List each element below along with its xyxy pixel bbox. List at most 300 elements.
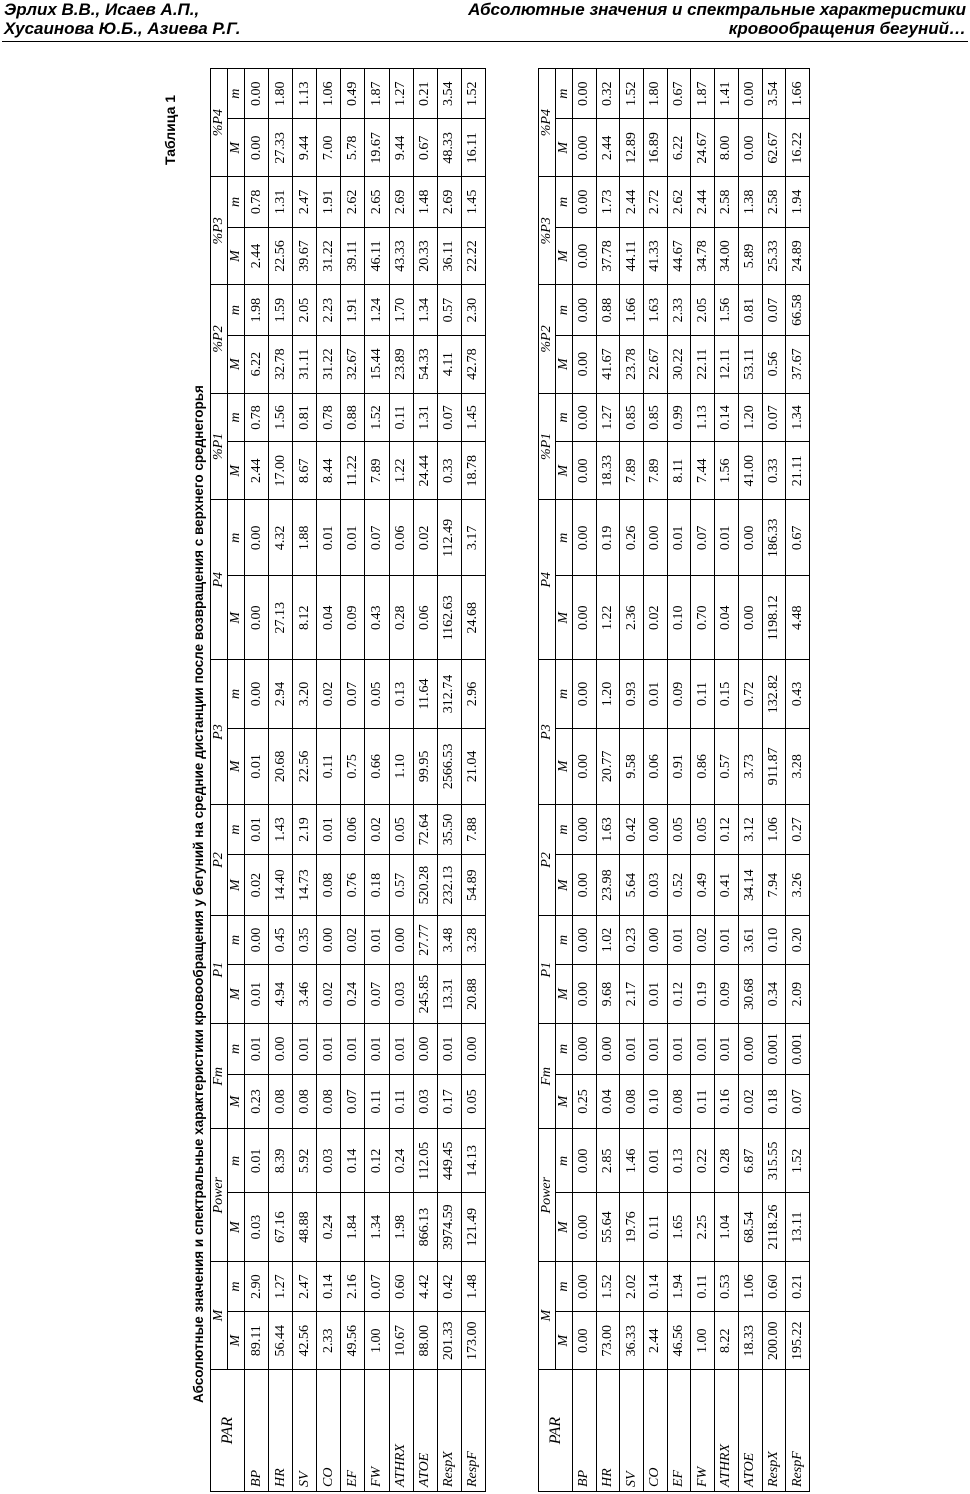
table-cell: 0.00: [573, 916, 597, 965]
col-header-par: PAR: [211, 1370, 245, 1492]
table-cell: 0.00: [573, 335, 597, 393]
table-cell: 0.21: [786, 1261, 810, 1311]
table-cell: 56.44: [269, 1312, 293, 1370]
table-cell: 0.49: [691, 855, 715, 916]
table-cell: 0.00: [245, 916, 269, 965]
table-cell: 2.96: [461, 660, 485, 729]
table-cell: 0.76: [341, 855, 365, 916]
col-sub-header: M: [556, 1312, 573, 1370]
table-cell: 0.01: [644, 964, 668, 1023]
table-cell: 0.00: [573, 1193, 597, 1262]
table-row: [365, 69, 389, 1492]
table-cell: 0.00: [245, 576, 269, 660]
table-row: [269, 69, 293, 1492]
table-cell: 0.13: [667, 1129, 691, 1193]
table-cell: 0.93: [620, 660, 644, 729]
table-cell: 0.00: [317, 916, 341, 965]
table-cell: 20.68: [269, 728, 293, 804]
table-cell: 112.05: [413, 1129, 437, 1193]
table-cell: 0.11: [317, 728, 341, 804]
table-cell: 0.05: [691, 804, 715, 854]
table-cell: 0.02: [341, 916, 365, 965]
table-cell: 0.00: [573, 855, 597, 916]
table-cell: 132.82: [762, 660, 786, 729]
table-cell: 0.07: [691, 500, 715, 576]
table-cell: 1.13: [691, 393, 715, 442]
table-cell: 0.08: [317, 855, 341, 916]
table-cell: 16.89: [644, 119, 668, 177]
table-cell: 1.43: [269, 804, 293, 854]
col-sub-header: M: [228, 119, 245, 177]
table-cell: 1.20: [738, 393, 762, 442]
col-group-header: %P3: [211, 177, 228, 285]
table-cell: 0.00: [573, 285, 597, 335]
table-cell: 0.43: [786, 660, 810, 729]
col-group-header: P3: [539, 660, 556, 805]
table-cell: 1.66: [620, 285, 644, 335]
table-cell: 0.00: [269, 1024, 293, 1074]
table-cell: 0.00: [461, 1024, 485, 1074]
running-title-line-2: кровообращения бегуний…: [728, 19, 966, 38]
table-cell: 1.00: [691, 1312, 715, 1370]
table-cell: 23.98: [596, 855, 620, 916]
table-cell: 2.44: [245, 442, 269, 500]
table-cell: 0.01: [365, 916, 389, 965]
table-cell: 0.49: [341, 69, 365, 119]
table-cell: 0.00: [738, 119, 762, 177]
table-cell: 0.60: [762, 1261, 786, 1311]
header-rule: [2, 41, 968, 42]
table-cell: 36.11: [437, 227, 461, 285]
col-group-header: Power: [539, 1129, 556, 1262]
table-cell: 245.85: [413, 964, 437, 1023]
row-label: SV: [620, 1370, 644, 1492]
table-cell: 0.16: [715, 1074, 739, 1129]
table-cell: 0.01: [715, 1024, 739, 1074]
table-cell: 0.00: [644, 500, 668, 576]
table-cell: 0.00: [573, 660, 597, 729]
table-cell: 1.31: [269, 177, 293, 227]
table-cell: 41.67: [596, 335, 620, 393]
table-cell: 0.14: [317, 1261, 341, 1311]
col-group-header: P3: [211, 660, 228, 805]
table-cell: 2.25: [691, 1193, 715, 1262]
table-cell: 0.00: [573, 1024, 597, 1074]
table-cell: 1.70: [389, 285, 413, 335]
table-cell: 0.32: [596, 69, 620, 119]
table-cell: 16.11: [461, 119, 485, 177]
col-sub-header: m: [556, 285, 573, 335]
table-cell: 2.44: [245, 227, 269, 285]
table-cell: 0.02: [365, 804, 389, 854]
col-sub-header: m: [556, 1024, 573, 1074]
table-cell: 0.01: [245, 1129, 269, 1193]
table-cell: 1.34: [413, 285, 437, 335]
table-cell: 6.87: [738, 1129, 762, 1193]
col-sub-header: m: [556, 177, 573, 227]
table-cell: 1.73: [596, 177, 620, 227]
table-cell: 0.78: [245, 177, 269, 227]
table-cell: 0.00: [573, 804, 597, 854]
row-label: HR: [596, 1370, 620, 1492]
table-cell: 1.56: [269, 393, 293, 442]
col-sub-header: m: [228, 1261, 245, 1311]
table-cell: 9.44: [389, 119, 413, 177]
col-sub-header: m: [556, 500, 573, 576]
row-label: FW: [691, 1370, 715, 1492]
col-group-header: P4: [211, 500, 228, 660]
table-cell: 6.22: [667, 119, 691, 177]
col-group-header: P4: [539, 500, 556, 660]
table-cell: 3.54: [762, 69, 786, 119]
col-sub-header: m: [228, 285, 245, 335]
table-cell: 0.11: [691, 1261, 715, 1311]
table-cell: 1.52: [620, 69, 644, 119]
table-cell: 31.22: [317, 335, 341, 393]
table-cell: 1.87: [691, 69, 715, 119]
col-group-header: Power: [211, 1129, 228, 1262]
table-cell: 0.70: [691, 576, 715, 660]
table-cell: 21.11: [786, 442, 810, 500]
table-cell: 21.04: [461, 728, 485, 804]
table-cell: 27.33: [269, 119, 293, 177]
table-cell: 0.01: [317, 804, 341, 854]
table-cell: 0.10: [762, 916, 786, 965]
table-cell: 1.34: [365, 1193, 389, 1262]
table-cell: 1.27: [596, 393, 620, 442]
table-cell: 2.65: [365, 177, 389, 227]
row-label: CO: [644, 1370, 668, 1492]
col-group-header: %P1: [539, 393, 556, 500]
table-cell: 39.67: [293, 227, 317, 285]
table-cell: 2.17: [620, 964, 644, 1023]
table-cell: 0.01: [437, 1024, 461, 1074]
table-cell: 42.78: [461, 335, 485, 393]
table-cell: 1.80: [644, 69, 668, 119]
table-cell: 22.67: [644, 335, 668, 393]
col-group-header: %P2: [539, 285, 556, 393]
data-table-1: [210, 68, 486, 1492]
table-cell: 1.87: [365, 69, 389, 119]
table-cell: 0.14: [715, 393, 739, 442]
table-cell: 1.06: [762, 804, 786, 854]
table-cell: 0.78: [245, 393, 269, 442]
table-cell: 0.07: [762, 285, 786, 335]
table-cell: 0.01: [341, 1024, 365, 1074]
table-cell: 19.67: [365, 119, 389, 177]
col-sub-header: M: [228, 1074, 245, 1129]
table-cell: 0.60: [389, 1261, 413, 1311]
table-cell: 5.64: [620, 855, 644, 916]
table-cell: 2.90: [245, 1261, 269, 1311]
table-cell: 0.00: [738, 69, 762, 119]
table-cell: 0.01: [341, 500, 365, 576]
table-cell: 1.94: [786, 177, 810, 227]
table-cell: 4.48: [786, 576, 810, 660]
table-cell: 0.06: [644, 728, 668, 804]
data-table-2: [538, 68, 810, 1492]
table-cell: 2.44: [691, 177, 715, 227]
table-cell: 0.11: [691, 1074, 715, 1129]
table-cell: 22.56: [293, 728, 317, 804]
table-cell: 1.91: [317, 177, 341, 227]
table-cell: 2.62: [341, 177, 365, 227]
table-cell: 0.01: [365, 1024, 389, 1074]
col-sub-header: M: [228, 576, 245, 660]
table-cell: 0.02: [691, 916, 715, 965]
col-sub-header: m: [228, 500, 245, 576]
table-cell: 0.001: [786, 1024, 810, 1074]
table-cell: 11.64: [413, 660, 437, 729]
table-cell: 34.78: [691, 227, 715, 285]
table-cell: 99.95: [413, 728, 437, 804]
table-cell: 2.85: [596, 1129, 620, 1193]
table-cell: 48.88: [293, 1193, 317, 1262]
col-sub-header: m: [556, 393, 573, 442]
row-label: RespF: [461, 1370, 485, 1492]
col-group-header: P1: [539, 916, 556, 1024]
table-cell: 0.13: [389, 660, 413, 729]
col-group-header: M: [211, 1261, 228, 1369]
table-cell: 30.22: [667, 335, 691, 393]
col-sub-header: m: [228, 660, 245, 729]
col-sub-header: m: [556, 1261, 573, 1311]
table-cell: 7.89: [644, 442, 668, 500]
col-group-header: %P2: [211, 285, 228, 393]
table-cell: 0.81: [738, 285, 762, 335]
table-cell: 7.89: [365, 442, 389, 500]
table-cell: 1.10: [389, 728, 413, 804]
table-cell: 27.13: [269, 576, 293, 660]
table-cell: 17.00: [269, 442, 293, 500]
table-cell: 2.05: [691, 285, 715, 335]
table-cell: 0.07: [365, 1261, 389, 1311]
table-cell: 73.00: [596, 1312, 620, 1370]
table-cell: 2118.26: [762, 1193, 786, 1262]
table-cell: 2.72: [644, 177, 668, 227]
table-cell: 0.00: [413, 1024, 437, 1074]
table-cell: 0.11: [691, 660, 715, 729]
table-cell: 0.03: [413, 1074, 437, 1129]
table-cell: 173.00: [461, 1312, 485, 1370]
col-sub-header: m: [556, 660, 573, 729]
table-cell: 3974.59: [437, 1193, 461, 1262]
table-cell: 0.57: [389, 855, 413, 916]
table-cell: 48.33: [437, 119, 461, 177]
table-cell: 0.11: [389, 1074, 413, 1129]
table-cell: 3.48: [437, 916, 461, 965]
table-cell: 0.11: [389, 393, 413, 442]
table-cell: 2.44: [620, 177, 644, 227]
row-label: RespX: [437, 1370, 461, 1492]
table-row: [738, 69, 762, 1492]
table-cell: 0.00: [573, 1129, 597, 1193]
table-cell: 0.11: [644, 1193, 668, 1262]
col-sub-header: M: [556, 1074, 573, 1129]
table-cell: 3.12: [738, 804, 762, 854]
table-cell: 0.00: [573, 393, 597, 442]
col-sub-header: m: [228, 1024, 245, 1074]
table-cell: 0.12: [667, 964, 691, 1023]
table-cell: 0.00: [245, 500, 269, 576]
table-cell: 2.02: [620, 1261, 644, 1311]
col-sub-header: M: [556, 855, 573, 916]
table-cell: 0.00: [644, 804, 668, 854]
table-cell: 1.48: [413, 177, 437, 227]
table-cell: 0.67: [413, 119, 437, 177]
table-cell: 23.78: [620, 335, 644, 393]
table-cell: 89.11: [245, 1312, 269, 1370]
table-cell: 0.78: [317, 393, 341, 442]
table-cell: 0.41: [715, 855, 739, 916]
table-cell: 1.65: [667, 1193, 691, 1262]
table-cell: 1.22: [389, 442, 413, 500]
table-cell: 0.07: [762, 393, 786, 442]
table-cell: 0.43: [365, 576, 389, 660]
table-cell: 3.28: [786, 728, 810, 804]
row-label: BP: [573, 1370, 597, 1492]
table-cell: 8.11: [667, 442, 691, 500]
table-cell: 1.52: [786, 1129, 810, 1193]
table-row: [644, 69, 668, 1492]
row-label: ATHRX: [389, 1370, 413, 1492]
col-sub-header: m: [228, 916, 245, 965]
table-cell: 0.53: [715, 1261, 739, 1311]
col-group-header: M: [539, 1261, 556, 1369]
table-cell: 1.00: [365, 1312, 389, 1370]
table-cell: 7.94: [762, 855, 786, 916]
table-cell: 1.31: [413, 393, 437, 442]
table-cell: 62.67: [762, 119, 786, 177]
table-cell: 0.00: [245, 69, 269, 119]
table-cell: 3.54: [437, 69, 461, 119]
col-sub-header: M: [228, 728, 245, 804]
table-cell: 2.23: [317, 285, 341, 335]
table-cell: 0.00: [573, 964, 597, 1023]
table-cell: 1.34: [786, 393, 810, 442]
table-cell: 0.02: [413, 500, 437, 576]
table-cell: 0.81: [293, 393, 317, 442]
table-cell: 0.02: [245, 855, 269, 916]
table-cell: 0.42: [437, 1261, 461, 1311]
table-cell: 0.01: [667, 916, 691, 965]
table-cell: 0.86: [691, 728, 715, 804]
table-cell: 1.59: [269, 285, 293, 335]
table-cell: 1.56: [715, 285, 739, 335]
authors: [4, 0, 240, 38]
table-cell: 0.03: [317, 1129, 341, 1193]
table-cell: 12.89: [620, 119, 644, 177]
table-cell: 0.01: [317, 500, 341, 576]
table-row: [293, 69, 317, 1492]
table-cell: 0.01: [620, 1024, 644, 1074]
row-label: SV: [293, 1370, 317, 1492]
table-cell: 10.67: [389, 1312, 413, 1370]
table-cell: 0.00: [644, 916, 668, 965]
table-cell: 0.00: [738, 500, 762, 576]
table-cell: 0.03: [389, 964, 413, 1023]
table-cell: 1.45: [461, 177, 485, 227]
table-cell: 0.14: [644, 1261, 668, 1311]
table-cell: 1.80: [269, 69, 293, 119]
table-cell: 55.64: [596, 1193, 620, 1262]
table-row: [341, 69, 365, 1492]
row-label: HR: [269, 1370, 293, 1492]
col-sub-header: m: [228, 1129, 245, 1193]
table-cell: 0.07: [437, 393, 461, 442]
table-cell: 49.56: [341, 1312, 365, 1370]
table-cell: 0.00: [738, 576, 762, 660]
table-row: [667, 69, 691, 1492]
table-cell: 2.05: [293, 285, 317, 335]
table-cell: 18.78: [461, 442, 485, 500]
table-cell: 0.04: [317, 576, 341, 660]
table-cell: 24.89: [786, 227, 810, 285]
table-cell: 0.27: [786, 804, 810, 854]
page-header: [0, 0, 970, 44]
table-cell: 8.39: [269, 1129, 293, 1193]
table-label: Таблица 1: [162, 94, 178, 165]
table-cell: 315.55: [762, 1129, 786, 1193]
authors-line-2: Хусаинова Ю.Б., Азиева Р.Г.: [4, 19, 241, 38]
table-cell: 30.68: [738, 964, 762, 1023]
col-sub-header: M: [228, 442, 245, 500]
table-row: [596, 69, 620, 1492]
table-cell: 15.44: [365, 335, 389, 393]
table-cell: 2.44: [644, 1312, 668, 1370]
table-cell: 0.11: [365, 1074, 389, 1129]
table-cell: 0.42: [620, 804, 644, 854]
table-cell: 0.09: [667, 660, 691, 729]
table-cell: 9.58: [620, 728, 644, 804]
table-cell: 0.00: [573, 576, 597, 660]
table-cell: 19.76: [620, 1193, 644, 1262]
table-cell: 0.12: [715, 804, 739, 854]
table-cell: 0.07: [341, 1074, 365, 1129]
table-cell: 0.01: [667, 1024, 691, 1074]
table-cell: 16.22: [786, 119, 810, 177]
table-cell: 0.03: [245, 1193, 269, 1262]
table-cell: 0.01: [644, 1129, 668, 1193]
table-cell: 121.49: [461, 1193, 485, 1262]
table-cell: 0.19: [596, 500, 620, 576]
table-row: [620, 69, 644, 1492]
row-label: EF: [667, 1370, 691, 1492]
table-cell: 0.75: [341, 728, 365, 804]
col-sub-header: m: [556, 804, 573, 854]
row-label: ATOE: [413, 1370, 437, 1492]
table-cell: 8.44: [317, 442, 341, 500]
table-cell: 2.94: [269, 660, 293, 729]
table-cell: 25.33: [762, 227, 786, 285]
table-cell: 0.22: [691, 1129, 715, 1193]
table-cell: 37.78: [596, 227, 620, 285]
table-cell: 1.52: [461, 69, 485, 119]
table-cell: 12.11: [715, 335, 739, 393]
table-cell: 8.00: [715, 119, 739, 177]
table-cell: 0.08: [293, 1074, 317, 1129]
table-row: [413, 69, 437, 1492]
table-cell: 20.77: [596, 728, 620, 804]
table-cell: 0.01: [644, 660, 668, 729]
table-cell: 3.26: [786, 855, 810, 916]
col-sub-header: M: [228, 855, 245, 916]
table-cell: 2.69: [437, 177, 461, 227]
table-cell: 0.01: [245, 728, 269, 804]
table-cell: 0.57: [715, 728, 739, 804]
table-cell: 0.85: [620, 393, 644, 442]
table-cell: 1.24: [365, 285, 389, 335]
